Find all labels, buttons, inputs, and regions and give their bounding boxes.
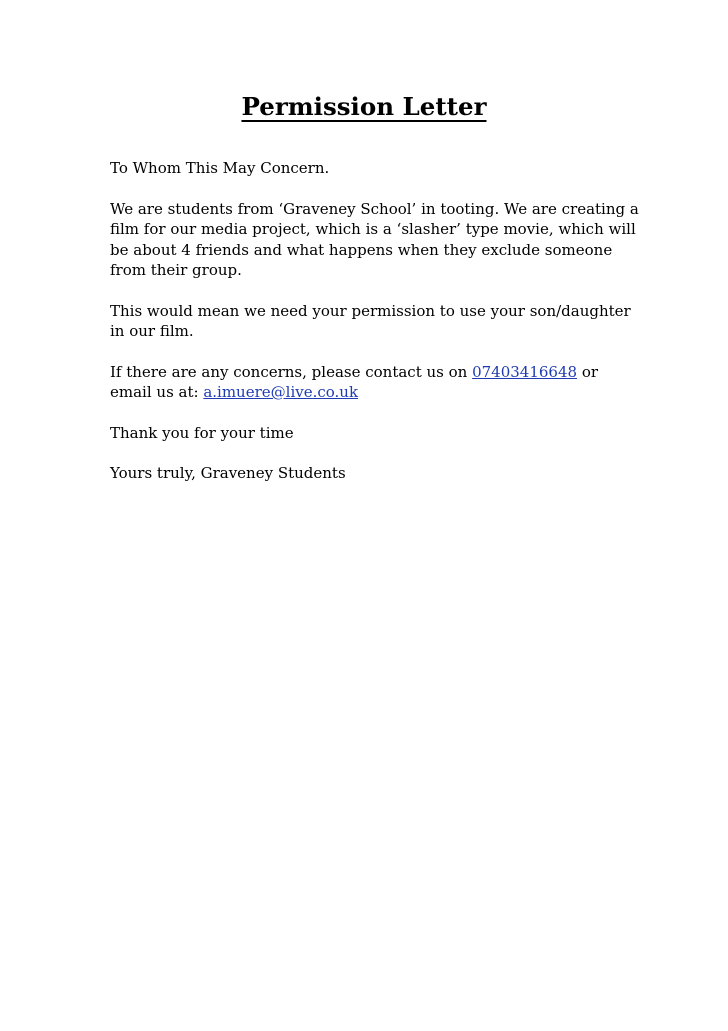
permission-line: This would mean we need your permission to use your son/daughter	[110, 301, 631, 320]
letter-title-text: Permission Letter	[241, 92, 487, 121]
intro-line: film for our media project, which is a ‘slasher’ type movie, which will	[110, 220, 636, 238]
letter-body	[110, 158, 639, 504]
contact-prefix: If there are any concerns, please contact us on	[110, 362, 473, 381]
letter-title	[0, 90, 728, 124]
contact-line-phone	[110, 362, 630, 383]
thanks-line: Thank you for your time	[110, 423, 294, 442]
contact-line-email	[110, 382, 630, 403]
contact-suffix: or	[577, 362, 599, 381]
intro-line: from their group.	[110, 261, 242, 279]
intro-line: be about 4 friends and what happens when they exclude someone	[110, 240, 613, 259]
permission-line: in our film.	[110, 322, 194, 340]
contact-paragraph	[110, 362, 630, 403]
permission-paragraph	[110, 301, 630, 342]
salutation: To Whom This May Concern.	[110, 159, 330, 177]
intro-line: We are students from ‘Graveney School’ in tooting. We are creating a	[110, 199, 639, 218]
intro-paragraph	[110, 199, 639, 281]
phone-link[interactable]: 07403416648	[472, 362, 578, 381]
email-prefix: email us at:	[110, 383, 204, 401]
email-link[interactable]: a.imuere@live.co.uk	[203, 383, 359, 401]
signoff-line: Yours truly, Graveney Students	[110, 464, 346, 482]
